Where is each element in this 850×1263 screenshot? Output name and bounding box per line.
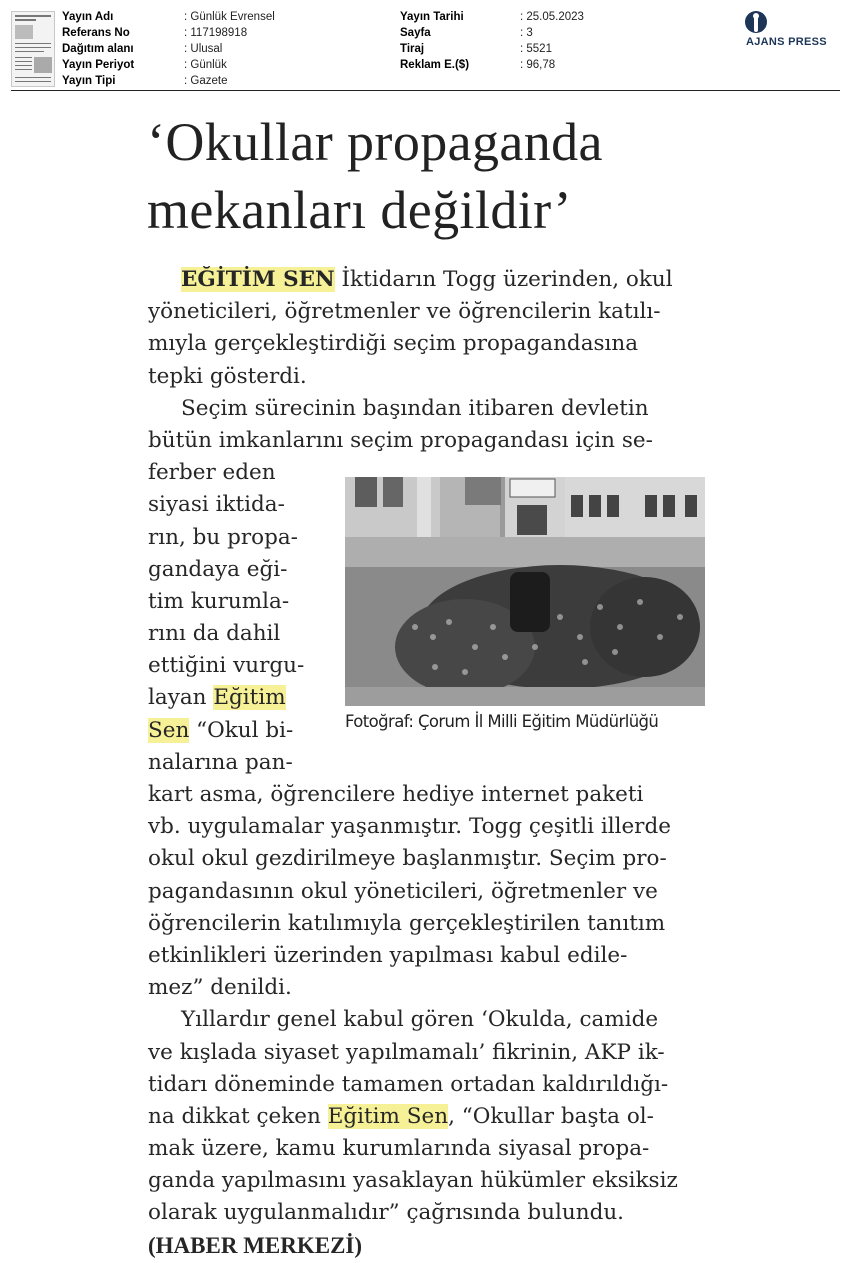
clipping-meta-left: [62, 9, 275, 89]
page-thumbnail[interactable]: [11, 11, 55, 87]
article-text: okul okul gezdirilmeye başlanmıştır. Seçim pro-: [148, 846, 667, 872]
article-line: [148, 1197, 708, 1229]
article-text: pagandasının okul yöneticileri, öğretmenler ve: [148, 878, 658, 904]
article-text: ettiğini vurgu-: [148, 653, 305, 679]
highlighted-keyword: Eğitim: [213, 685, 286, 711]
article-line: [148, 972, 708, 1004]
meta-value: : Gazete: [184, 75, 228, 87]
article-text: olarak uygulanmalıdır” çağrısında bulundu.: [148, 1200, 625, 1226]
article-text: tim kurumla-: [148, 588, 290, 614]
article-line: [148, 1165, 708, 1197]
article-text: yöneticileri, öğretmenler ve öğrencilerin katılı-: [148, 299, 661, 325]
article-text: nalarına pan-: [148, 749, 293, 775]
photo-caption: Fotoğraf: Çorum İl Milli Eğitim Müdürlüğü: [345, 712, 659, 731]
headline-line: ‘Okullar propaganda: [147, 112, 603, 172]
article-text: na dikkat çeken: [148, 1103, 328, 1129]
meta-row: [400, 25, 584, 41]
meta-label: Referans No: [62, 27, 130, 39]
article-line: [148, 296, 708, 328]
meta-label: Yayın Adı: [62, 11, 114, 23]
article-line: [148, 1004, 708, 1036]
article-text: mak üzere, kamu kurumlarında siyasal propa-: [148, 1136, 650, 1162]
article-text: rını da dahil: [148, 621, 281, 647]
meta-value: : 25.05.2023: [520, 11, 584, 23]
meta-label: Yayın Tarihi: [400, 11, 464, 23]
article-text: gandaya eği-: [148, 556, 288, 582]
article-line: [148, 1230, 708, 1262]
article-text: , “Okullar başta ol-: [448, 1103, 654, 1129]
article-line: [148, 328, 708, 360]
article-text: kart asma, öğrencilere hediye internet paketi: [148, 782, 644, 807]
article-line: [148, 811, 708, 843]
article-line: [148, 425, 708, 457]
highlighted-keyword: Sen: [148, 717, 190, 743]
meta-row: [62, 9, 275, 25]
header-divider: [11, 90, 840, 91]
article-line: [148, 1037, 708, 1069]
article-text: ganda yapılmasını yasaklayan hükümler eksiksiz: [148, 1168, 678, 1194]
article-text: mez” denildi.: [148, 975, 292, 1001]
article-byline: (HABER MERKEZİ): [148, 1232, 363, 1258]
meta-label: Yayın Periyot: [62, 59, 135, 71]
article-headline: [147, 108, 603, 244]
meta-row: [400, 57, 584, 73]
article-line: [148, 1133, 708, 1165]
article-text: rın, bu propa-: [148, 524, 298, 550]
article-line: [148, 908, 708, 940]
meta-value: : Günlük Evrensel: [184, 11, 275, 23]
article-line: [148, 1069, 708, 1101]
article-text: mıyla gerçekleştirdiği seçim propagandasına: [148, 331, 639, 357]
meta-value: : 96,78: [520, 59, 556, 71]
article-line: [148, 1101, 708, 1133]
article-text: layan: [148, 685, 214, 711]
article-text: Yıllardır genel kabul gören ‘Okulda, camide: [181, 1007, 659, 1033]
meta-label: Sayfa: [400, 27, 431, 39]
meta-row: [400, 41, 584, 57]
meta-row: [62, 25, 275, 41]
article-body: [148, 264, 708, 1262]
article-photo: [345, 477, 705, 706]
meta-label: Yayın Tipi: [62, 75, 116, 87]
info-mark-icon: [745, 11, 767, 33]
article-text: “Okul bi-: [189, 717, 294, 743]
meta-value: : Ulusal: [184, 43, 223, 55]
article-line: [148, 264, 708, 296]
article-line: [148, 361, 708, 393]
meta-label: Tiraj: [400, 43, 425, 55]
highlighted-keyword: Eğitim Sen: [327, 1103, 449, 1129]
clipping-header: [0, 0, 850, 92]
meta-value: : 117198918: [184, 27, 248, 39]
highlighted-keyword: EĞİTİM SEN: [181, 267, 335, 292]
article-line: [148, 876, 708, 908]
meta-value: : Günlük: [184, 59, 227, 71]
article-text: İktidarın Togg üzerinden, okul: [334, 267, 673, 292]
meta-row: [62, 57, 275, 73]
article-text: öğrencilerin katılımıyla gerçekleştirilen tanıtım: [148, 910, 666, 936]
meta-row: [62, 41, 275, 57]
article-text: tidarı döneminde tamamen ortadan kaldırıldığı-: [148, 1071, 669, 1097]
article-text: ferber eden: [148, 460, 276, 486]
article-text: vb. uygulamalar yaşanmıştır. Togg çeşitli illerde: [148, 814, 671, 840]
meta-label: Reklam E.($): [400, 59, 470, 71]
logo-text: AJANS PRESS: [746, 36, 827, 48]
clipping-meta-right: [400, 9, 584, 73]
article-line: [148, 843, 708, 875]
article-text: ve kışlada siyaset yapılmamalı’ fikrinin, AKP ik-: [148, 1039, 665, 1065]
article-text: tepki gösterdi.: [148, 363, 307, 389]
meta-row: [400, 9, 584, 25]
headline-line: mekanları değildir’: [147, 180, 572, 240]
article-line: [148, 747, 708, 779]
article-line: [148, 393, 708, 425]
article-text: siyasi iktida-: [148, 492, 285, 518]
article-text: etkinlikleri üzerinden yapılması kabul edile-: [148, 942, 628, 968]
meta-value: : 3: [520, 27, 533, 39]
meta-value: : 5521: [520, 43, 552, 55]
meta-label: Dağıtım alanı: [62, 43, 134, 55]
article-line: [148, 940, 708, 972]
article-line: [148, 779, 708, 811]
article-text: bütün imkanlarını seçim propagandası için se-: [148, 427, 653, 453]
meta-row: [62, 73, 275, 89]
ajans-press-logo: [744, 10, 840, 50]
article-text: Seçim sürecinin başından itibaren devletin: [181, 395, 649, 421]
